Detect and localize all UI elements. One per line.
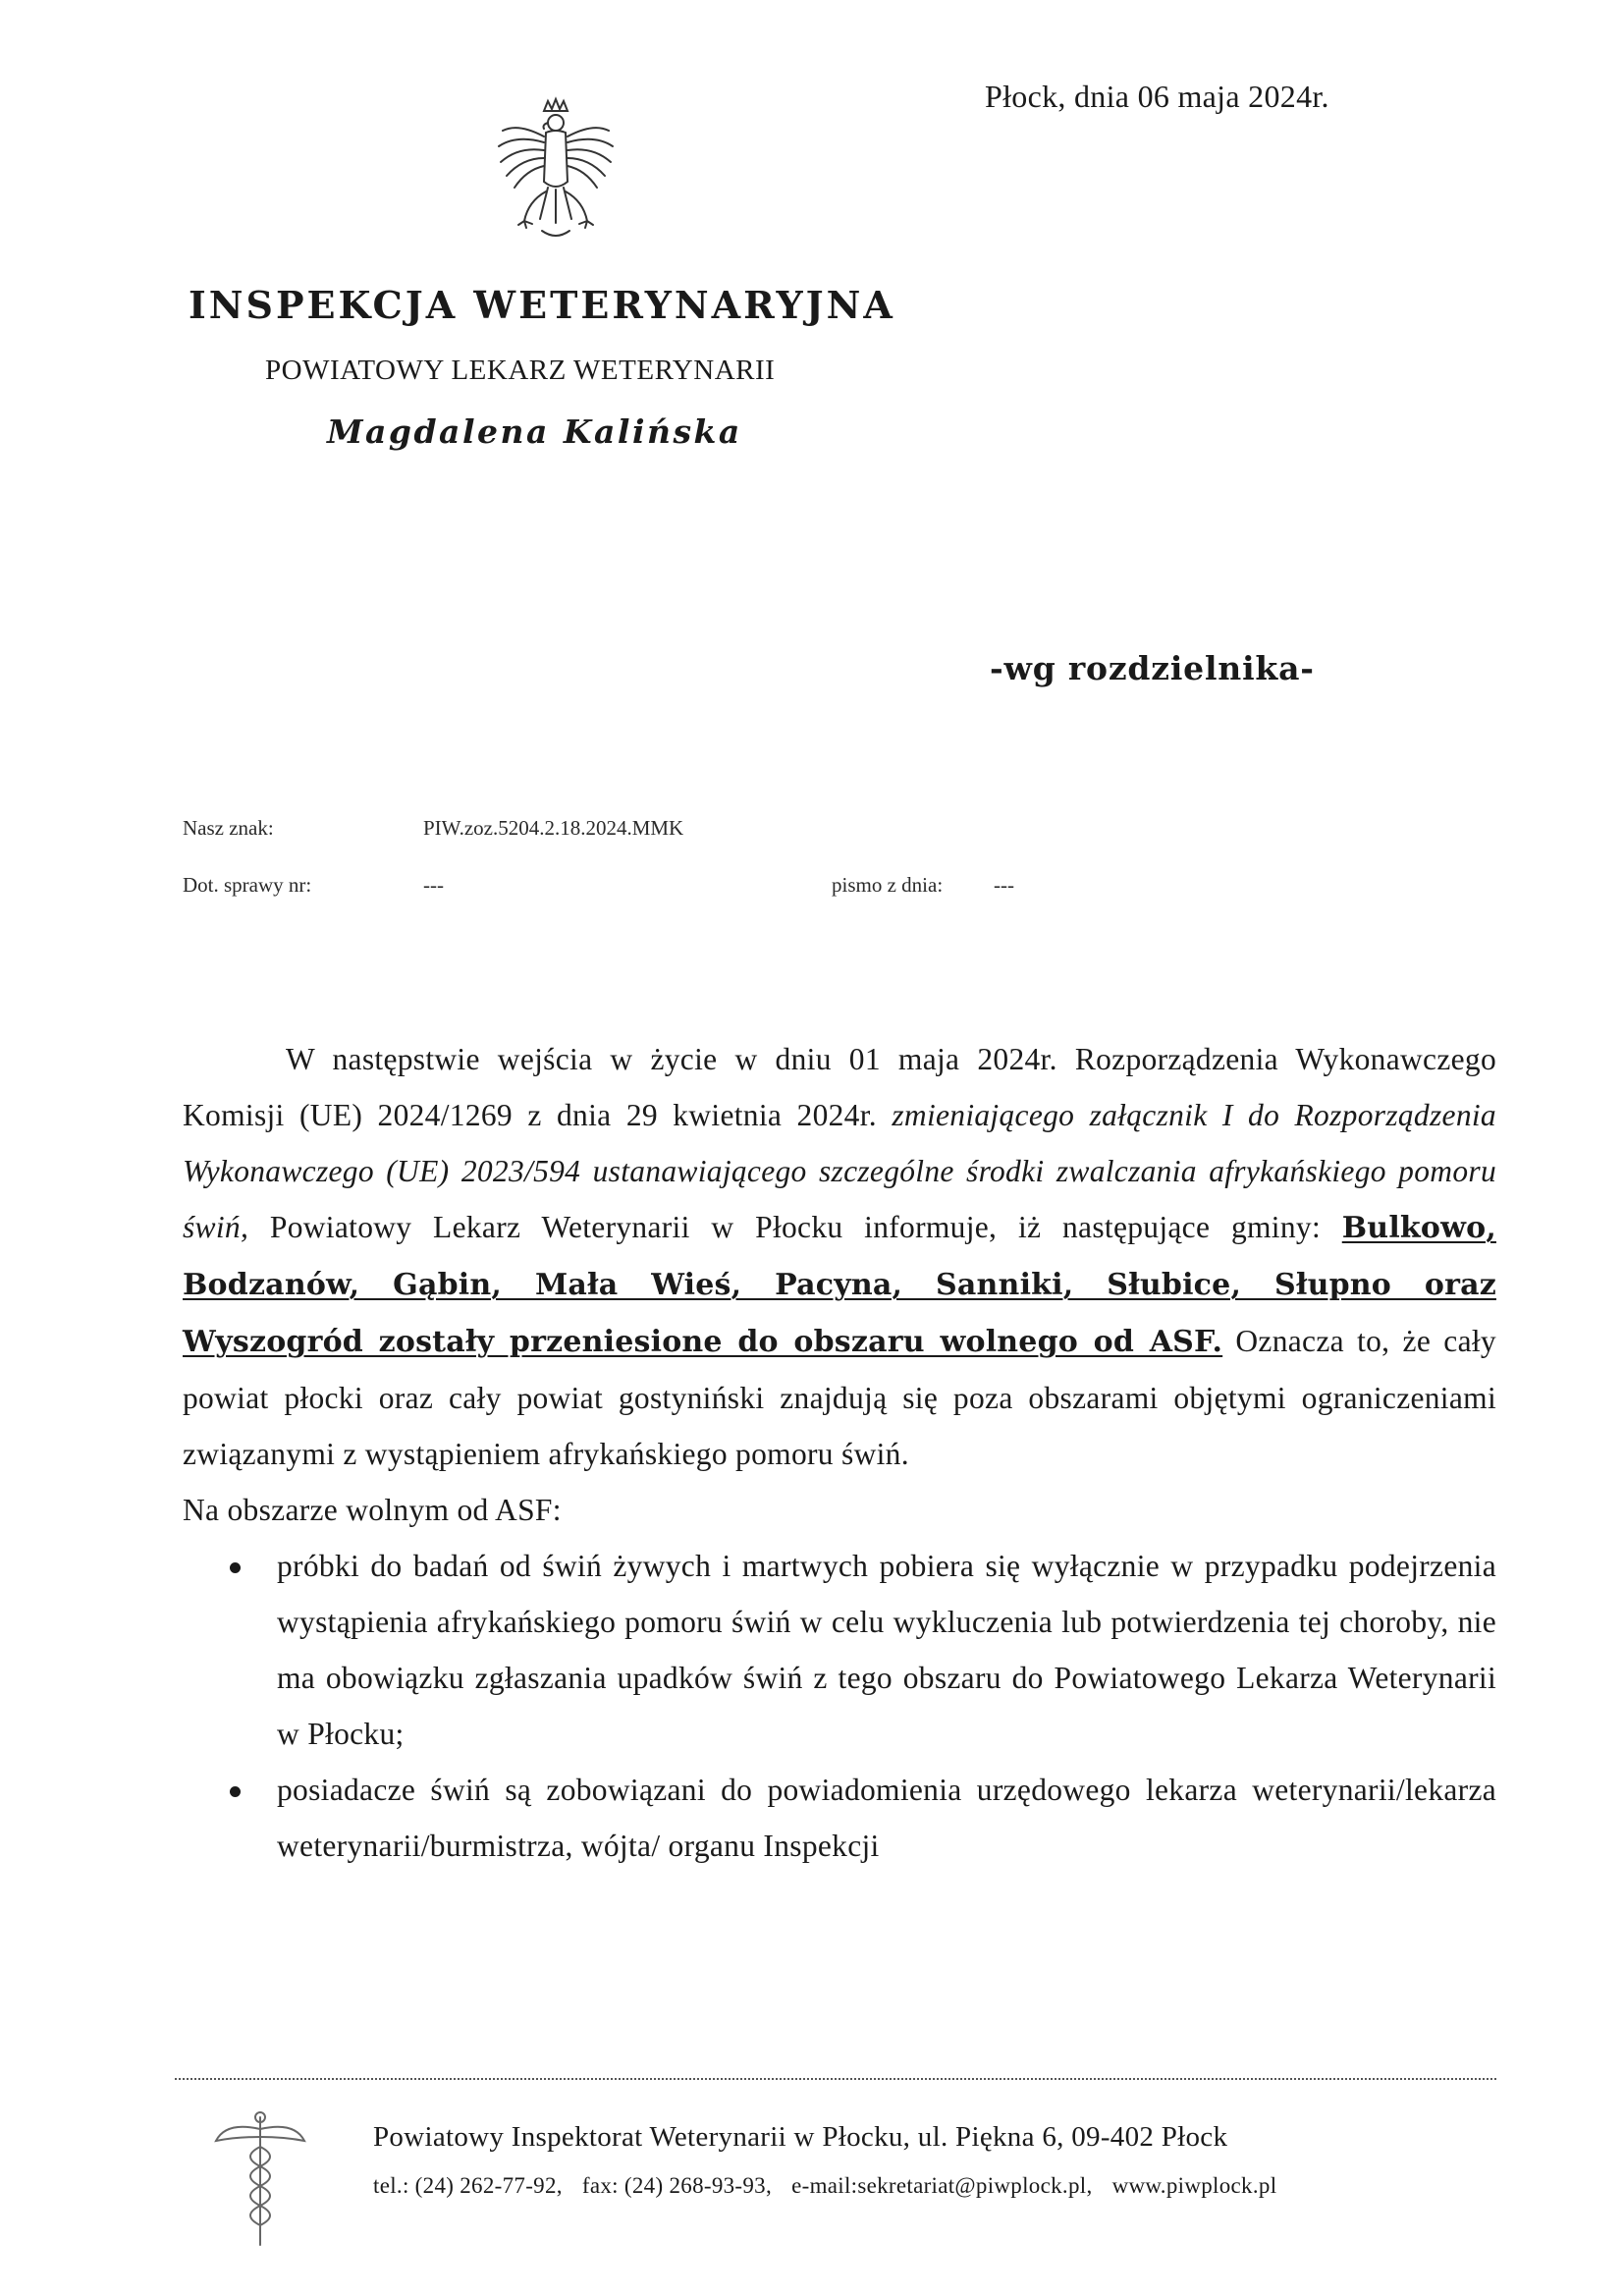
case-number-label: Dot. sprawy nr: (183, 873, 312, 897)
bullet-icon (230, 1562, 241, 1573)
agency-name: INSPEKCJA WETERYNARYJNA (189, 283, 895, 327)
footer-fax: fax: (24) 268-93-93, (581, 2173, 773, 2198)
body-text-conclusion: Oznacza to, że cały powiat płocki oraz cały powiat gostyniński znajdują się poza obszarami objętymi ograniczeniami związanymi z wystąpieniem afrykańskiego pomoru świń. (183, 1324, 1496, 1471)
body-paragraph-1 (183, 1031, 1496, 1482)
footer-website[interactable]: www.piwplock.pl (1111, 2173, 1277, 2198)
letter-date-value: --- (994, 873, 1014, 897)
list-item (183, 1538, 1496, 1762)
officer-name: Magdalena Kalińska (327, 412, 742, 451)
letter-date-label: pismo z dnia: (832, 873, 944, 897)
body-text-regulation: zmieniającego załącznik I do Rozporządzenia Wykonawczego (UE) 2023/594 ustanawiającego szczególne środki zwalczania afrykańskiego pomoru świń, (183, 1098, 1496, 1244)
letter-body (183, 1031, 1496, 1874)
bullet-icon (230, 1786, 241, 1797)
recipient: -wg rozdzielnika- (990, 649, 1315, 687)
case-number-value: --- (423, 873, 444, 897)
footer-email[interactable]: e-mail:sekretariat@piwplock.pl, (791, 2173, 1093, 2198)
footer-address: Powiatowy Inspektorat Weterynarii w Płocku, ul. Piękna 6, 09-402 Płock (373, 2121, 1228, 2153)
list-item (183, 1762, 1496, 1874)
list-item-text: posiadacze świń są zobowiązani do powiadomienia urzędowego lekarza weterynarii/lekarza weterynarii/burmistrza, wójta/ organu Inspekcji (277, 1773, 1496, 1863)
requirements-list (183, 1538, 1496, 1874)
body-text-municipalities: Bulkowo, Bodzanów, Gąbin, Mała Wieś, Pacyna, Sanniki, Słubice, Słupno oraz Wyszogród zostały przeniesione do obszaru wolnego od ASF. (183, 1211, 1496, 1359)
our-reference-label: Nasz znak: (183, 816, 274, 840)
eagle-emblem-icon (489, 93, 623, 250)
footer-contact (373, 2173, 1290, 2199)
footer-phone: tel.: (24) 262-77-92, (373, 2173, 563, 2198)
officer-title: POWIATOWY LEKARZ WETERYNARII (265, 355, 776, 386)
footer-divider (175, 2078, 1496, 2080)
our-reference-value: PIW.zoz.5204.2.18.2024.MMK (423, 816, 684, 840)
place-and-date: Płock, dnia 06 maja 2024r. (985, 79, 1329, 114)
body-paragraph-2: Na obszarze wolnym od ASF: (183, 1493, 562, 1527)
body-text-informs: Powiatowy Lekarz Weterynarii w Płocku informuje, iż następujące gminy: (269, 1210, 1322, 1244)
body-text-intro: W następstwie wejścia w życie w dniu 01 maja 2024r. Rozporządzenia Wykonawczego Komisji (UE) 2024/1269 z dnia 29 kwietnia 2024r. (183, 1042, 1496, 1132)
list-item-text: próbki do badań od świń żywych i martwych pobiera się wyłącznie w przypadku podejrzenia wystąpienia afrykańskiego pomoru świń w celu wykluczenia lub potwierdzenia tej choroby, nie ma obowiązku zgłaszania upadków świń z tego obszaru do Powiatowego Lekarza Weterynarii w Płocku; (277, 1549, 1496, 1751)
caduceus-icon (206, 2107, 314, 2255)
